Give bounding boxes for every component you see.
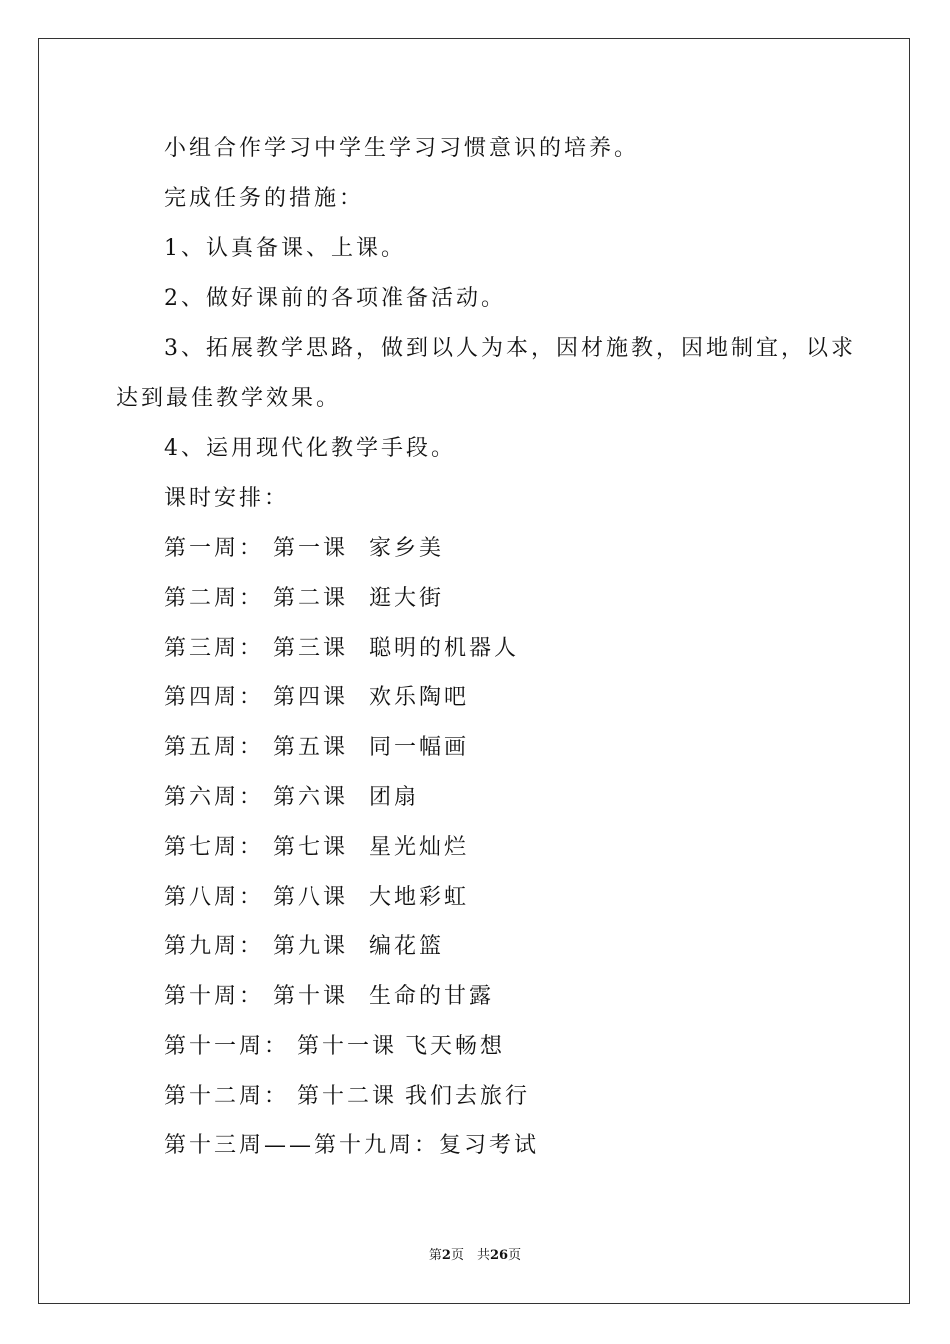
paragraph-measure-1: 1、认真备课、上课。	[164, 236, 406, 261]
paragraph-measure-2: 2、做好课前的各项准备活动。	[164, 286, 506, 311]
schedule-lesson-title: 同一幅画	[369, 735, 470, 760]
schedule-lesson: 第十课	[273, 984, 349, 1009]
schedule-lesson-title: 团扇	[369, 785, 420, 810]
schedule-lesson-title: 生命的甘露	[369, 984, 495, 1009]
schedule-week: 第十周：	[164, 984, 265, 1009]
schedule-lesson: 第十一课	[297, 1034, 398, 1059]
schedule-lesson-title: 星光灿烂	[369, 835, 470, 860]
schedule-lesson: 第三课	[273, 636, 349, 661]
schedule-lesson: 第一课	[273, 536, 349, 561]
schedule-week: 第一周：	[164, 536, 265, 561]
footer-prefix: 第	[428, 1248, 442, 1263]
schedule-lesson: 第九课	[273, 934, 349, 959]
schedule-week: 第七周：	[164, 835, 265, 860]
schedule-lesson: 第七课	[273, 835, 349, 860]
schedule-lesson: 第五课	[273, 735, 349, 760]
schedule-lesson: 第八课	[273, 885, 349, 910]
schedule-week: 第六周：	[164, 785, 265, 810]
final-review-line: 第十三周——第十九周：复习考试	[164, 1133, 540, 1158]
paragraph-schedule-heading: 课时安排：	[164, 486, 290, 511]
schedule-week: 第八周：	[164, 885, 265, 910]
page-footer	[0, 1247, 950, 1265]
schedule-week: 第五周：	[164, 735, 265, 760]
footer-suffix: 页	[508, 1248, 522, 1263]
schedule-week: 第四周：	[164, 685, 265, 710]
schedule-lesson-title: 编花篮	[369, 934, 445, 959]
footer-mid: 页 共	[450, 1248, 490, 1263]
schedule-lesson: 第二课	[273, 586, 349, 611]
paragraph-measures-heading: 完成任务的措施：	[164, 186, 365, 211]
schedule-lesson-title: 聪明的机器人	[369, 636, 520, 661]
schedule-lesson-title: 我们去旅行	[405, 1084, 531, 1109]
schedule-week: 第十二周：	[164, 1084, 290, 1109]
paragraph-measure-3-continued: 达到最佳教学效果。	[116, 386, 342, 411]
schedule-lesson-title: 飞天畅想	[405, 1034, 506, 1059]
paragraph-habits: 小组合作学习中学生学习习惯意识的培养。	[164, 136, 640, 161]
schedule-lesson-title: 大地彩虹	[369, 885, 470, 910]
footer-total-pages: 26	[489, 1248, 509, 1263]
schedule-lesson: 第四课	[273, 685, 349, 710]
schedule-lesson-title: 欢乐陶吧	[369, 685, 470, 710]
schedule-lesson: 第十二课	[297, 1084, 398, 1109]
paragraph-measure-3: 3、拓展教学思路，做到以人为本，因材施教，因地制宜，以求	[164, 336, 856, 361]
footer-page-number: 2	[441, 1248, 451, 1263]
paragraph-measure-4: 4、运用现代化教学手段。	[164, 436, 456, 461]
schedule-week: 第二周：	[164, 586, 265, 611]
schedule-week: 第十一周：	[164, 1034, 290, 1059]
schedule-lesson-title: 逛大街	[369, 586, 445, 611]
schedule-week: 第三周：	[164, 636, 265, 661]
schedule-lesson: 第六课	[273, 785, 349, 810]
schedule-week: 第九周：	[164, 934, 265, 959]
page-border	[38, 38, 910, 1304]
schedule-lesson-title: 家乡美	[369, 536, 445, 561]
